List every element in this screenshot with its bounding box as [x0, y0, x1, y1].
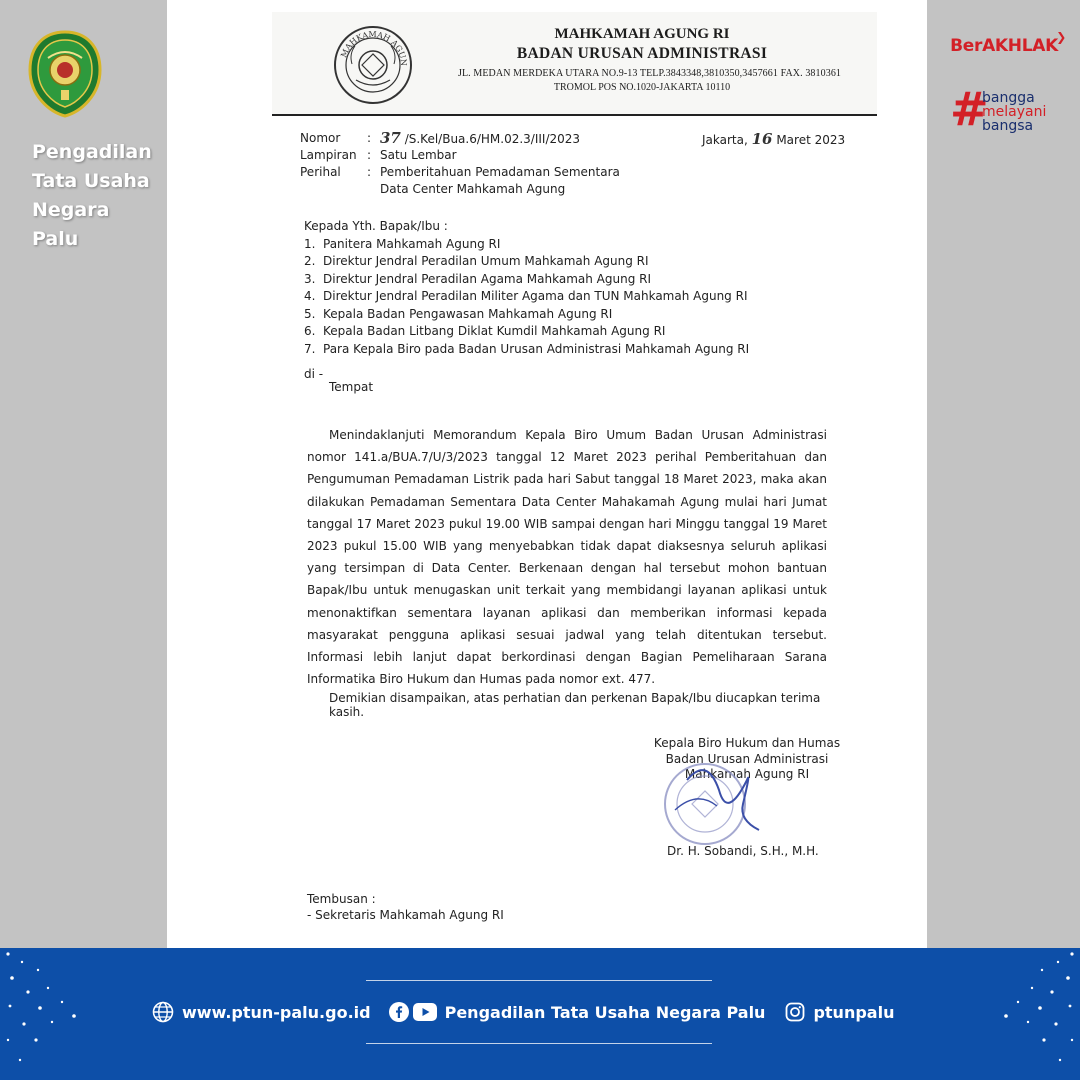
meta-value: Satu Lembar [380, 148, 457, 162]
handwritten-number: 37 [380, 129, 401, 147]
letterhead-line-2: BADAN URUSAN ADMINISTRASI [516, 45, 768, 62]
recipient-tempat: Tempat [329, 380, 374, 394]
cc-item: - Sekretaris Mahkamah Agung RI [307, 908, 504, 922]
letter-number: /S.Kel/Bua.6/HM.02.3/III/2023 [404, 132, 581, 146]
court-name-line: Pengadilan [32, 141, 152, 163]
meta-colon: : [367, 165, 372, 179]
footer-links [152, 1000, 894, 1024]
website-text: www.ptun-palu.go.id [182, 1002, 371, 1022]
body-paragraph: Menindaklanjuti Memorandum Kepala Biro Umum Badan Urusan Administrasi nomor 141.a/BUA.7/U/3/2023 tanggal 12 Maret 2023 perihal Pemberitahuan dan Pengumuman Pemadaman Listrik pada hari Sabut tanggal 18 Maret 2023, maka akan dilakukan Pemadaman Sementara Data Center Mahakamah Agung mulai hari Jumat tanggal 17 Maret 2023 pukul 19.00 WIB sampai dengan hari Minggu tanggal 19 Maret 2023 pukul 15.00 WIB yang menyebabkan tidak dapat diaksesnya seluruh aplikasi yang tersimpan di Data Center. Berkenaan dengan hal tersebut mohon bantuan Bapak/Ibu untuk menugaskan unit terkait yang membidangi layanan aplikasi untuk menonaktifkan sementara layanan aplikasi dan memberikan informasi kepada masyarakat pengguna aplikasi sesuai jadwal yang telah ditentukan tersebut. Informasi lebih lanjut dapat berkordinasi dengan Bagian Pemeliharaan Sarana Informatika Biro Hukum dan Humas pada nomor ext. 477. [307, 428, 827, 687]
recipient-text: Kepala Badan Litbang Diklat Kumdil Mahkamah Agung RI [323, 324, 666, 338]
letterhead-line-1: MAHKAMAH AGUNG RI [554, 26, 730, 42]
signer-office: Badan Urusan Administrasi [665, 751, 829, 766]
list-item [304, 253, 824, 271]
svg-text:MAHKAMAH AGUNG [332, 24, 408, 66]
recipient-text: Para Kepala Biro pada Badan Urusan Administrasi Mahkamah Agung RI [323, 341, 750, 356]
closing-sentence: Demikian disampaikan, atas perhatian dan perkenan Bapak/Ibu diucapkan terima kasih. [329, 691, 821, 719]
instagram-text: ptunpalu [813, 1002, 895, 1022]
list-number: 5. [304, 306, 316, 321]
footer-bar [0, 948, 1080, 1080]
list-item [304, 236, 824, 254]
recipient-heading: Kepada Yth. Bapak/Ibu : [304, 219, 448, 233]
letter-body [307, 424, 827, 690]
meta-colon: : [367, 131, 372, 145]
list-item [304, 306, 824, 324]
decorative-dots-right [990, 948, 1080, 1080]
meta-value: Pemberitahuan Pemadaman Sementara [380, 165, 620, 179]
court-name-line: Tata Usaha [32, 170, 150, 192]
instagram-icon [785, 1002, 805, 1022]
chevron-right-icon: ❯ [1056, 30, 1066, 44]
meta-value: Data Center Mahkamah Agung [380, 182, 566, 196]
bangga-line: bangga [982, 90, 1035, 106]
berakhlak-logo [950, 30, 1066, 56]
meta-label: Nomor [300, 131, 341, 145]
recipient-text: Direktur Jendral Peradilan Umum Mahkamah Agung RI [323, 254, 649, 268]
letterhead [272, 12, 877, 116]
signer-name: Dr. H. Sobandi, S.H., M.H. [667, 844, 819, 858]
meta-perihal-cont [300, 181, 860, 198]
list-number: 6. [304, 324, 316, 338]
facebook-icon [389, 1002, 409, 1022]
decorative-dots-left [0, 948, 90, 1080]
list-item [304, 288, 824, 306]
meta-colon: : [367, 148, 372, 162]
recipient-text: Kepala Badan Pengawasan Mahkamah Agung RI [323, 306, 613, 321]
youtube-icon [413, 1003, 437, 1021]
globe-icon [152, 1001, 174, 1023]
court-logo [28, 30, 102, 118]
recipient-text: Panitera Mahkamah Agung RI [323, 236, 501, 251]
seal-text: MAHKAMAH AGUN [339, 29, 409, 67]
list-item [304, 271, 824, 289]
official-stamp-and-signature [647, 760, 777, 850]
handwritten-day: 16 [751, 130, 773, 148]
meta-value [380, 130, 580, 148]
berakhlak-text: BerAKHLAK [950, 36, 1058, 56]
footer-divider-bottom [366, 1043, 712, 1044]
date-place: Jakarta, [702, 133, 748, 147]
letter-document [167, 0, 927, 948]
website-link[interactable] [152, 1001, 371, 1023]
court-name [32, 138, 162, 254]
recipient-text: Direktur Jendral Peradilan Agama Mahkamah Agung RI [323, 271, 652, 286]
recipient-di: di - [304, 367, 324, 381]
list-number: 3. [304, 271, 316, 286]
bangga-line: bangsa [982, 118, 1034, 134]
list-item [304, 341, 824, 359]
hashtag-icon: # [950, 82, 989, 136]
list-number: 7. [304, 341, 316, 356]
list-item [304, 323, 824, 341]
signer-title: Kepala Biro Hukum dan Humas [653, 736, 841, 750]
bangga-melayani-logo [950, 82, 1060, 140]
meta-perihal [300, 164, 860, 181]
recipient-list [304, 218, 824, 358]
meta-label: Lampiran [300, 148, 357, 162]
list-number: 2. [304, 254, 316, 268]
footer-divider-top [366, 980, 712, 981]
meta-label: Perihal [300, 165, 341, 179]
signer-institution: Mahkamah Agung RI [684, 767, 810, 781]
letter-date [702, 130, 845, 148]
letterhead-address: JL. MEDAN MERDEKA UTARA NO.9-13 TELP.3843348,3810350,3457661 FAX. 3810361 [457, 68, 842, 79]
social-link[interactable] [389, 1002, 766, 1022]
social-text: Pengadilan Tata Usaha Negara Palu [444, 1002, 766, 1022]
letterhead-pobox: TROMOL POS NO.1020-JAKARTA 10110 [553, 82, 731, 93]
carbon-copy [307, 891, 504, 923]
instagram-link[interactable] [785, 1002, 894, 1022]
bangga-line: melayani [982, 104, 1047, 120]
meta-lampiran [300, 147, 860, 164]
date-month-year: Maret 2023 [776, 133, 846, 147]
list-number: 4. [304, 289, 316, 303]
court-name-line: Negara [32, 199, 110, 221]
cc-label: Tembusan : [307, 892, 376, 906]
list-number: 1. [304, 236, 316, 251]
court-name-line: Palu [32, 228, 79, 250]
recipient-text: Direktur Jendral Peradilan Militer Agama dan TUN Mahkamah Agung RI [323, 289, 748, 303]
supreme-court-seal [332, 24, 414, 106]
